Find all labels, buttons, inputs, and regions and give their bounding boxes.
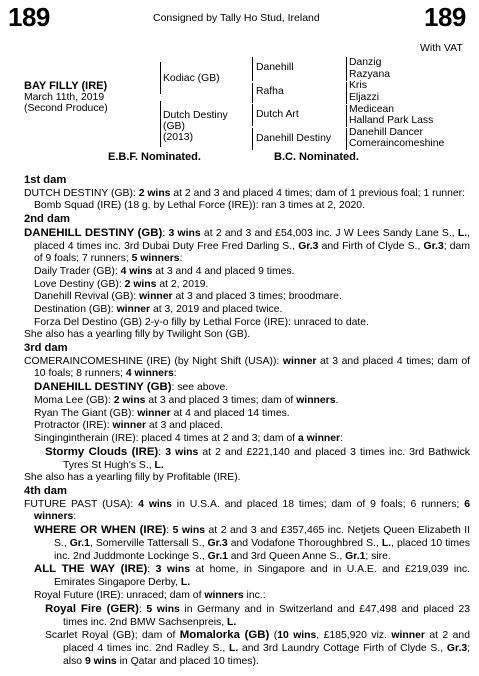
produce-entry: Protractor (IRE): winner at 3 and placed. <box>34 420 223 432</box>
lot-number: 189 <box>8 2 50 32</box>
dam-line-body <box>24 174 470 669</box>
produce-entry: Forza Del Destino (GB) 2-y-o filly by Lethal Force (IRE): unraced to date. <box>34 316 369 328</box>
produce-entry: Moma Lee (GB): 2 wins at 3 and placed 3 times; dam of winners. <box>34 395 339 407</box>
horse-title: BAY FILLY (IRE) <box>24 80 108 92</box>
produce-entry: Bomb Squad (IRE) (18 g. by Lethal Force (IRE)): ran 3 times at 2, 2020. <box>34 200 365 212</box>
produce-entry: Destination (GB): winner at 3, 2019 and placed twice. <box>34 304 283 316</box>
dam-name-3: (2013) <box>163 132 194 143</box>
grandsire-2: Rafha <box>256 86 284 97</box>
yearling-note: She also has a yearling filly by Profitable (IRE). <box>24 472 241 484</box>
produce-entry: Singingintherain (IRE): placed 4 times at 2 and 3; dam of a winner: <box>34 433 343 445</box>
fourth-dam-entry: FUTURE PAST (USA): 4 wins in U.S.A. and placed 18 times; dam of 9 foals; 6 runners; 6 winners: <box>24 498 470 523</box>
grandsire-4: Danehill Destiny <box>256 133 332 144</box>
section-1st-dam: 1st dam <box>24 174 67 186</box>
section-3rd-dam: 3rd dam <box>24 342 68 355</box>
bc-nomination: B.C. Nominated. <box>274 151 359 163</box>
section-2nd-dam: 2nd dam <box>24 213 71 226</box>
produce-entry: DANEHILL DESTINY (GB): see above. <box>34 381 229 394</box>
second-dam-entry: DANEHILL DESTINY (GB): 3 wins at 2 and 3 and £54,003 inc. J W Lees Sandy Lane S., L., placed 4 times inc. 3rd Dubai Duty Free Fred Darling S., Gr.3 and Firth of Clyde S., Gr.3; dam of 9 foals; 7 runners; 5 winners: <box>24 226 471 265</box>
ggs-2: Razyana <box>349 69 391 80</box>
ggs-5: Medicean <box>349 104 395 115</box>
produce-entry: Danehill Revival (GB): winner at 3 and placed 3 times; broodmare. <box>34 291 342 303</box>
horse-dob: March 11th, 2019 <box>24 92 105 103</box>
yearling-note: She also has a yearling filly by Twilight Son (GB). <box>24 329 251 341</box>
first-dam-entry: DUTCH DESTINY (GB): 2 wins at 2 and 3 and placed 4 times; dam of 1 previous foal; 1 runner: <box>24 187 466 199</box>
ggs-3: Kris <box>349 80 367 91</box>
produce-entry: Royal Future (IRE): unraced; dam of winners inc.: <box>34 589 266 601</box>
dam-name-1: Dutch Destiny <box>163 110 228 121</box>
section-4th-dam: 4th dam <box>24 485 67 498</box>
produce-entry: Scarlet Royal (GB); dam of Momalorka (GB) (10 wins, £185,920 viz. winner at 2 and placed 4 times inc. 2nd Radley S., L. and 3rd Laundry Cottage Firth of Clyde S., Gr.3; also 9 wins in Qatar and placed 10 times). <box>45 629 470 667</box>
ebf-nomination: E.B.F. Nominated. <box>108 151 201 163</box>
vat-note: With VAT <box>420 42 463 54</box>
grandsire-1: Danehill <box>256 62 294 73</box>
dam-name-2: (GB) <box>163 121 185 132</box>
produce-entry: WHERE OR WHEN (IRE): 5 wins at 2 and 3 and £357,465 inc. Netjets Queen Elizabeth II S., Gr.1, Somerville Tattersall S., Gr.3 and Vodafone Thoroughbred S., L., placed 10 times inc. 2nd Juddmonte Lockinge S., Gr.1 and 3rd Queen Anne S., Gr.1; sire. <box>34 524 471 562</box>
horse-produce: (Second Produce) <box>24 103 108 114</box>
produce-entry: Daily Trader (GB): 4 wins at 3 and 4 and placed 9 times. <box>34 265 295 277</box>
produce-entry: Ryan The Giant (GB): winner at 4 and placed 14 times. <box>34 407 290 419</box>
ggs-8: Comeraincomeshine <box>349 138 445 149</box>
produce-entry: Royal Fire (GER): 5 wins in Germany and in Switzerland and £47,498 and placed 23 times inc. 2nd BMW Sachsenpreis, L. <box>45 602 471 628</box>
third-dam-entry: COMERAINCOMESHINE (IRE) (by Night Shift (USA)): winner at 3 and placed 4 times; dam of 10 foals; 8 runners; 4 winners: <box>24 355 470 380</box>
lot-number-right: 189 <box>424 2 466 32</box>
produce-entry: ALL THE WAY (IRE): 3 wins at home, in Singapore and in U.A.E. and £219,039 inc. Emirates Singapore Derby, L. <box>34 563 471 589</box>
produce-entry: Love Destiny (GB): 2 wins at 2, 2019. <box>34 278 209 290</box>
ggs-4: Eljazzi <box>349 92 380 103</box>
ggs-1: Danzig <box>349 57 382 68</box>
grandsire-3: Dutch Art <box>256 109 299 120</box>
produce-entry: Stormy Clouds (IRE): 3 wins at 2 and £221,140 and placed 3 times inc. 3rd Bathwick Tyres St Hugh's S., L. <box>45 445 470 471</box>
sire-name: Kodiac (GB) <box>163 73 220 84</box>
ggs-7: Danehill Dancer <box>349 127 423 138</box>
ggs-6: Halland Park Lass <box>349 115 434 126</box>
consignor: Consigned by Tally Ho Stud, Ireland <box>153 12 320 24</box>
